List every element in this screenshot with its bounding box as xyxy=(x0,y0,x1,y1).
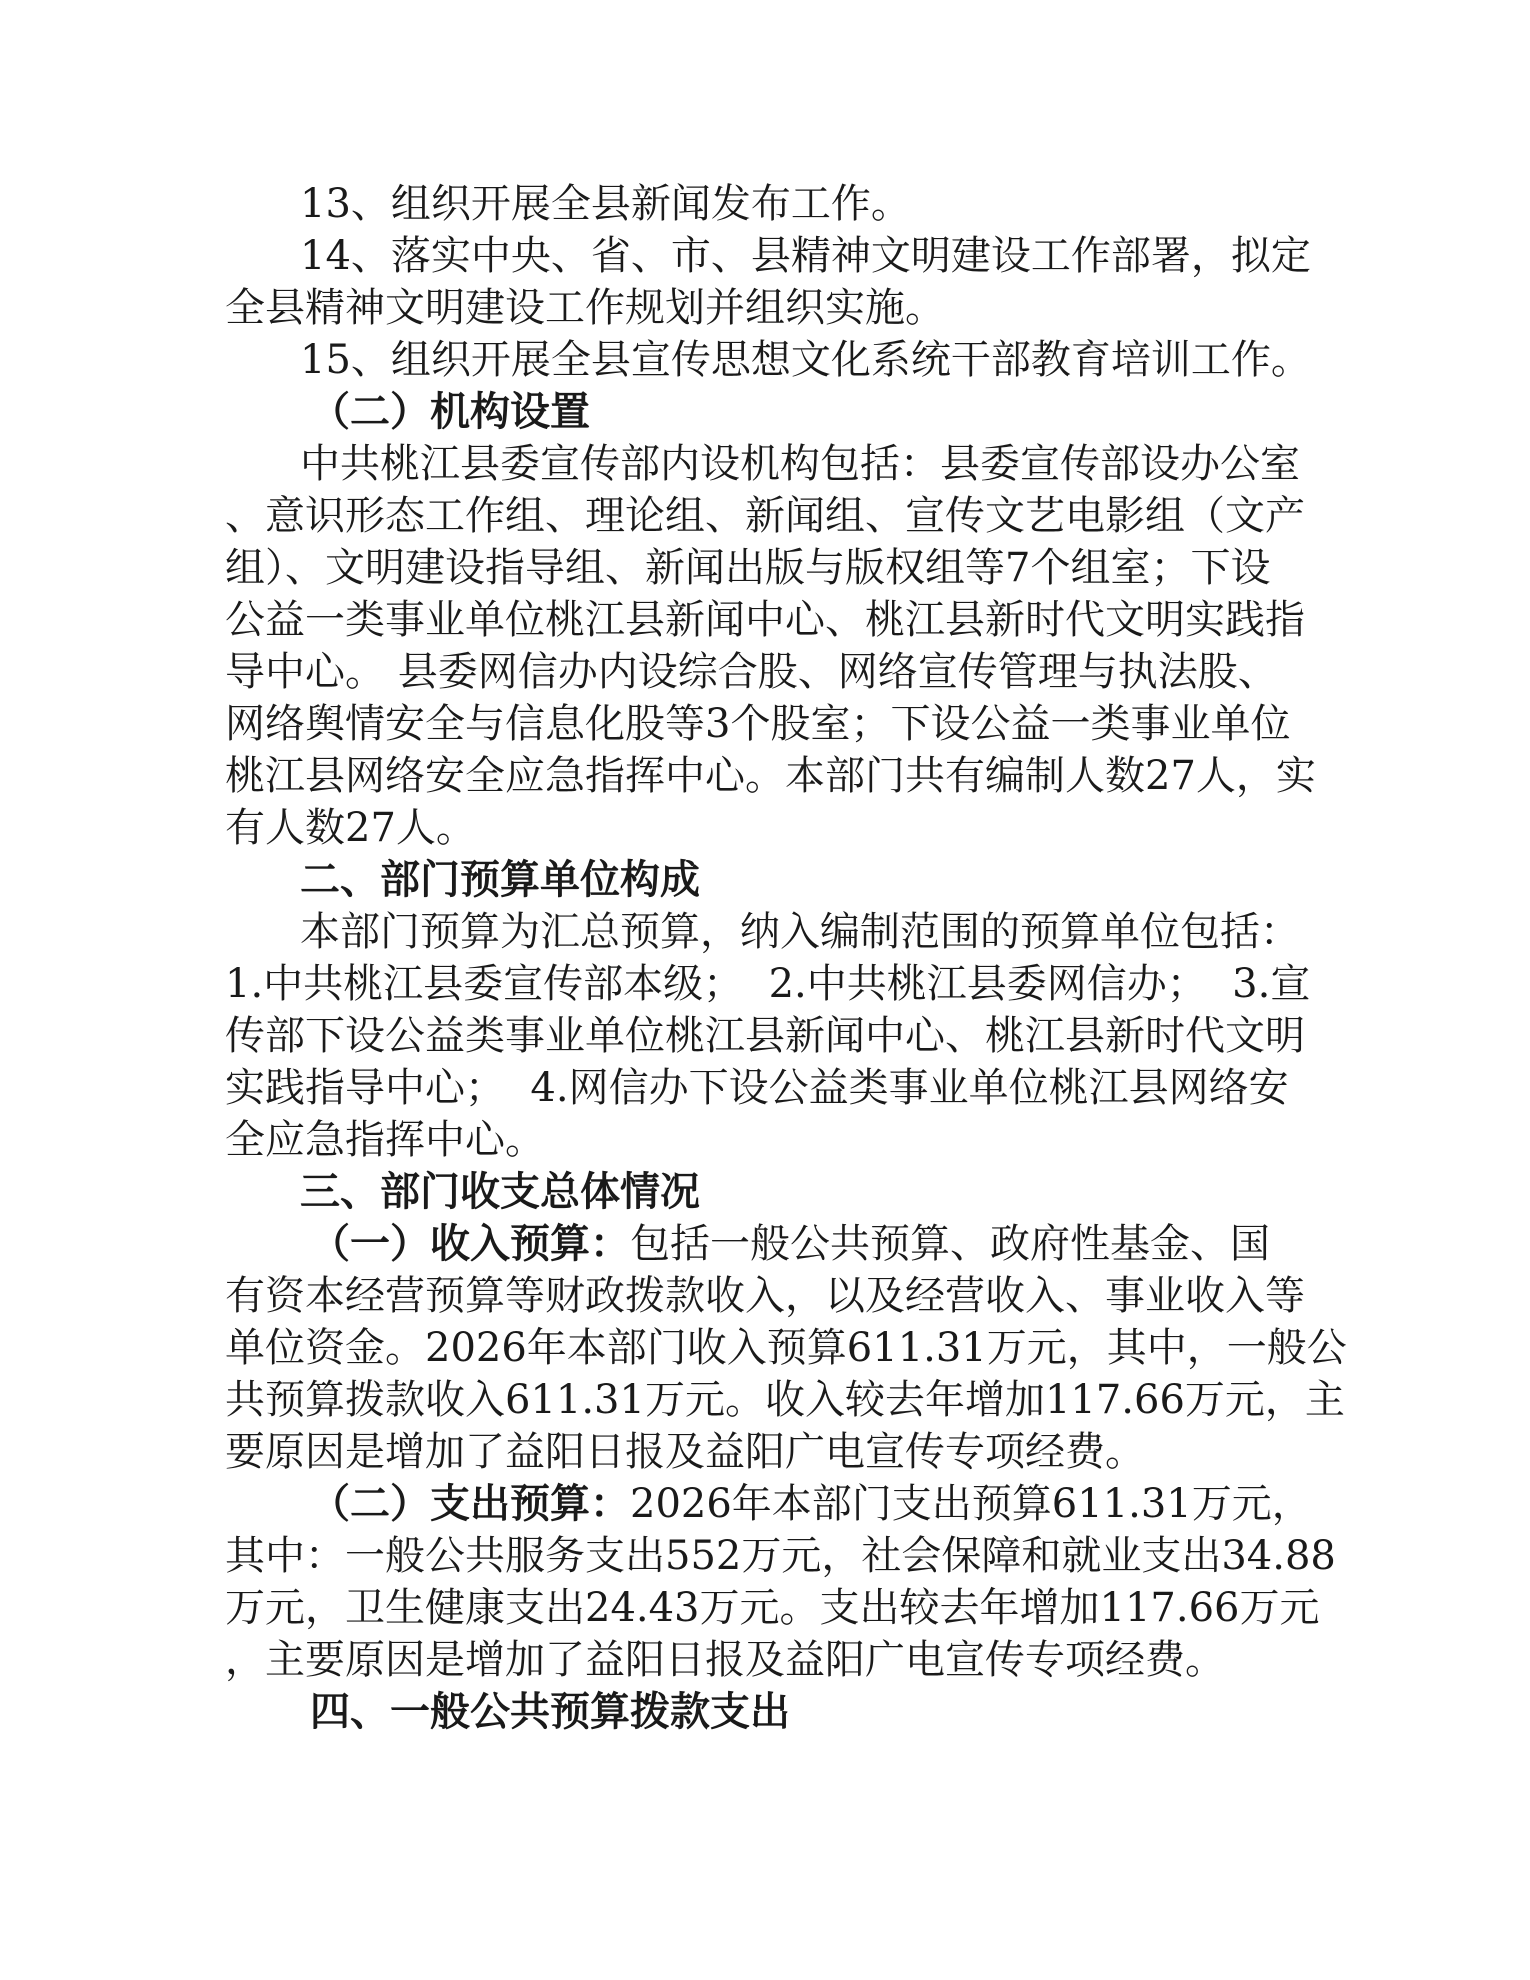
heading-overall-revenue-expenditure: 三、部门收支总体情况 xyxy=(300,1168,700,1215)
units-paragraph-line-3: 传部下设公益类事业单位桃江县新闻中心、桃江县新时代文明 xyxy=(225,1013,1305,1059)
expenditure-paragraph-line-2: 其中：一般公共服务支出552万元，社会保障和就业支出34.88 xyxy=(225,1533,1336,1579)
paragraph-item-15: 15、组织开展全县宣传思想文化系统干部教育培训工作。 xyxy=(300,337,1311,383)
org-paragraph-line-2: 、意识形态工作组、理论组、新闻组、宣传文艺电影组（文产 xyxy=(225,493,1305,539)
org-paragraph-line-3: 组）、文明建设指导组、新闻出版与版权组等7个组室；下设 xyxy=(225,545,1271,591)
paragraph-item-13: 13、组织开展全县新闻发布工作。 xyxy=(300,181,911,227)
expenditure-paragraph-line-1 xyxy=(310,1478,1312,1530)
income-paragraph-line-4: 共预算拨款收入611.31万元。收入较去年增加117.66万元，主 xyxy=(225,1377,1345,1423)
org-paragraph-line-4: 公益一类事业单位桃江县新闻中心、桃江县新时代文明实践指 xyxy=(225,597,1305,643)
org-paragraph-line-7: 桃江县网络安全应急指挥中心。本部门共有编制人数27人，实 xyxy=(225,753,1316,799)
income-text: 包括一般公共预算、政府性基金、国 xyxy=(630,1221,1270,1267)
org-paragraph-line-5: 导中心。 县委网信办内设综合股、网络宣传管理与执法股、 xyxy=(225,649,1278,695)
expenditure-paragraph-line-3: 万元，卫生健康支出24.43万元。支出较去年增加117.66万元 xyxy=(225,1585,1320,1631)
units-paragraph-line-5: 全应急指挥中心。 xyxy=(225,1117,545,1163)
units-paragraph-line-2: 1.中共桃江县委宣传部本级； 2.中共桃江县委网信办； 3.宣 xyxy=(225,961,1311,1007)
expenditure-label: （二）支出预算： xyxy=(310,1480,630,1527)
org-paragraph-line-6: 网络舆情安全与信息化股等3个股室；下设公益一类事业单位 xyxy=(225,701,1291,747)
units-paragraph-line-4: 实践指导中心； 4.网信办下设公益类事业单位桃江县网络安 xyxy=(225,1065,1289,1111)
income-paragraph-line-2: 有资本经营预算等财政拨款收入，以及经营收入、事业收入等 xyxy=(225,1273,1305,1319)
units-paragraph-line-1: 本部门预算为汇总预算，纳入编制范围的预算单位包括： xyxy=(300,909,1300,955)
paragraph-item-14-line-1: 14、落实中央、省、市、县精神文明建设工作部署，拟定 xyxy=(300,233,1311,279)
income-paragraph-line-1 xyxy=(310,1218,1300,1270)
expenditure-paragraph-line-4: ，主要原因是增加了益阳日报及益阳广电宣传专项经费。 xyxy=(225,1637,1225,1683)
heading-budget-units: 二、部门预算单位构成 xyxy=(300,856,700,903)
org-paragraph-line-1: 中共桃江县委宣传部内设机构包括：县委宣传部设办公室 xyxy=(300,441,1300,487)
heading-general-public-budget: 四、一般公共预算拨款支出 xyxy=(310,1688,790,1735)
expenditure-text: 2026年本部门支出预算611.31万元， xyxy=(630,1481,1312,1527)
paragraph-item-14-line-2: 全县精神文明建设工作规划并组织实施。 xyxy=(225,285,945,331)
income-label: （一）收入预算： xyxy=(310,1220,630,1267)
income-paragraph-line-3: 单位资金。2026年本部门收入预算611.31万元，其中，一般公 xyxy=(225,1325,1347,1371)
income-paragraph-line-5: 要原因是增加了益阳日报及益阳广电宣传专项经费。 xyxy=(225,1429,1145,1475)
org-paragraph-line-8: 有人数27人。 xyxy=(225,805,476,851)
heading-org-structure: （二）机构设置 xyxy=(310,388,590,435)
